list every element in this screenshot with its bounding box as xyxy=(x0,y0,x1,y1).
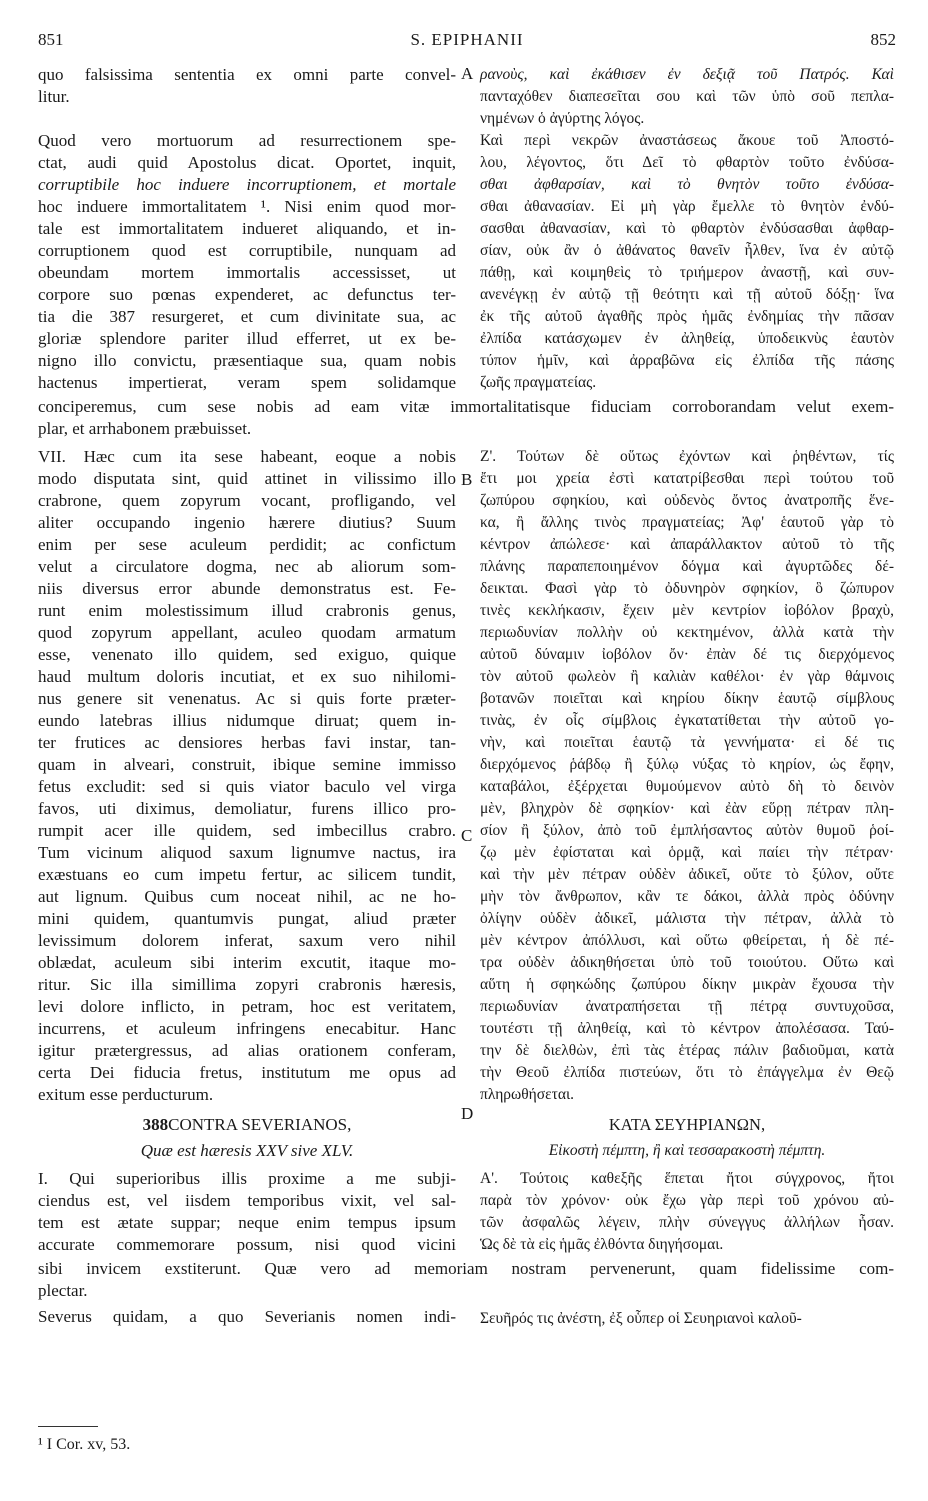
latin-line: nus genere sit venenatus. Ac si quis forte præter- xyxy=(38,689,456,708)
greek-line: ὀλίγην οὐδὲν ἀδικεῖ, μάλιστα τὴν πέτραν, ἀλλὰ τὸ xyxy=(480,910,894,927)
latin-line: quam in alveari, construit, ibique semine immisso xyxy=(38,755,456,774)
latin-line: litur. xyxy=(38,87,70,106)
greek-line: δεικται. Φασὶ γὰρ τὸ ὀδυνηρὸν σφηκίον, ὃ ζώπυρον xyxy=(480,580,894,597)
latin-line: tem est ætate suppar; neque enim tempus ipsum xyxy=(38,1213,456,1232)
page-header xyxy=(38,30,896,56)
latin-line: nigno illo convictu, præsentiaque sua, quam nobis xyxy=(38,351,456,370)
latin-line: tale est immortalitatem indueret aliquando, et in- xyxy=(38,219,456,238)
latin-line: esse, venenato illo quidem, sed exiguo, quique xyxy=(38,645,456,664)
latin-line: velut a circulatore dogma, nec ab aliorum som- xyxy=(38,557,456,576)
latin-line: obeundam mortem immortalis accessisset, ut xyxy=(38,263,456,282)
margin-letter-c: C xyxy=(461,826,473,845)
latin-line: aliter occupando ingenio hærere diutius? Suum xyxy=(38,513,456,532)
latin-line: VII. Hæc cum ita sese habeant, eoque a nobis xyxy=(38,447,456,466)
greek-line: ζῳ μὲν ἐφίσταται καὶ ὁρμᾷ, καὶ παίει τὴν πέτραν· xyxy=(480,844,894,861)
latin-line: corruptibile hoc induere incorruptionem, et mortale xyxy=(38,175,456,194)
greek-heading-subtitle: Εἰκοστὴ πέμπτη, ἢ καὶ τεσσαρακοστὴ πέμπτη. xyxy=(548,1142,826,1159)
greek-line: καὶ τὴν μὲν πέτραν οὐδὲν ἀδικεῖ, οὔτε τὸ ξύλον, οὔτε xyxy=(480,866,894,883)
greek-line: περιωδυνίαν πολλὴν οὐ κεκτημένον, ἀλλὰ κατὰ τὴν xyxy=(480,624,894,641)
latin-line: Tum vicinum aliquod saxum lignumve nactus, ira xyxy=(38,843,456,862)
latin-line: quod zopyrum appellant, aculeo quodam armatum xyxy=(38,623,456,642)
greek-line: νημένων ὁ ἀγύρτης λόγος. xyxy=(480,110,645,127)
fullwidth-line: plar, et arrhabonem præbuisset. xyxy=(38,419,252,438)
latin-line: aut lignum. Quibus cum noceat nihil, ac ne ho- xyxy=(38,887,456,906)
greek-line: ζωπύρου σφηκίου, καὶ οὐδενὸς ὄντος ἀνατροπῆς ἕνε- xyxy=(480,492,894,509)
greek-line: ανενέγκῃ ἐν αὐτῷ τῇ θεότητι καὶ τῇ αὐτοῦ δόξῃ· ἵνα xyxy=(480,286,894,303)
latin-heading-subtitle: Quæ est hæresis XXV sive XLV. xyxy=(140,1141,354,1160)
greek-line: κέντρον ἀπώλεσε· καὶ ἀπαράλλακτον αὐτοῦ τὸ τῆς xyxy=(480,536,894,553)
footnote-rule xyxy=(38,1426,98,1427)
greek-line: πλάνης παραπεποιημένον δόγμα καὶ ἀγυρτῶδες δέ- xyxy=(480,558,894,575)
latin-line: Quod vero mortuorum ad resurrectionem spe- xyxy=(38,131,456,150)
greek-line: τύπον ἡμῖν, καὶ ἀρραβῶνα εἰς ἐλπίδα τῆς πάσης xyxy=(480,352,894,369)
greek-line: ζωῆς πραγματείας. xyxy=(480,374,597,391)
latin-line: ter frutices ac densiores herbas favi instar, tan- xyxy=(38,733,456,752)
greek-line: τινὲς κεκλήκασιν, ἔχειν μὲν κεντρίον ἰοβόλον βραχὺ, xyxy=(480,602,894,619)
margin-letter-d: D xyxy=(461,1104,474,1123)
greek-line: σίον ἢ ξύλον, ἀπὸ τοῦ ἐμπλήσαντος αὐτὸν θυμοῦ ῥοί- xyxy=(480,822,894,839)
latin-line: hoc induere immortalitatem ¹. Nisi enim quod mor- xyxy=(38,197,456,216)
page-title: S. EPIPHANII xyxy=(410,30,524,49)
latin-line: Severus quidam, a quo Severianis nomen indi- xyxy=(38,1307,456,1326)
greek-line: βοτανῶν ποιεῖται καὶ κηρίου δίκην ἑαυτῷ σίμβλους xyxy=(480,690,894,707)
greek-line: πανταχόθεν διαπεσεῖται σου καὶ τῶν ὑπὸ σοῦ πεπλα- xyxy=(480,88,894,105)
latin-line: fetus excludit: sed si quis viator baculo vel virga xyxy=(38,777,456,796)
latin-line: ctat, audi quid Apostolus dicat. Oportet, inquit, xyxy=(38,153,456,172)
section-number: 388 xyxy=(142,1115,169,1134)
greek-line: ἐλπίδα κατάσχωμεν ἐν ἀληθείᾳ, ὑποδεικνὺς ἑαυτὸν xyxy=(480,330,894,347)
greek-line: Ὡς δὲ τὰ εἰς ἡμᾶς ἐλθόντα διηγήσομαι. xyxy=(480,1236,724,1253)
latin-line: tia die 387 resurgeret, et cum divinitate sua, ac xyxy=(38,307,456,326)
greek-line: πάθῃ, καὶ κοιμηθεὶς τὸ τριήμερον ἀναστῇ, καὶ συν- xyxy=(480,264,894,281)
latin-line: igitur prætergressus, ad alias orationem conferam, xyxy=(38,1041,456,1060)
latin-line: oblædat, aculeum sibi interim excutit, itaque mo- xyxy=(38,953,456,972)
greek-line: διερχόμενος ῥάβδῳ ἢ ξύλῳ νύξας τὸ κηρίον, ὡς ἔφην, xyxy=(480,756,894,773)
latin-line: crabrone, quem zopyrum vocant, profligando, vel xyxy=(38,491,456,510)
latin-line: corruptionem quod est corruptibile, nunquam ad xyxy=(38,241,456,260)
greek-line: τὸν αὐτοῦ φωλεὸν ἢ καλιὰν καθέλοι· ἐν γὰρ θάμνοις xyxy=(480,668,894,685)
greek-line: τρα οὐδὲν ἀδικηθήσεται ὑπὸ τοῦ τοιούτου. Οὕτω καὶ xyxy=(480,954,894,971)
greek-line: την δὲ διελθὼν, ἐπὶ τὰς ἑτέρας πάλιν βαδιοῦμαι, κατὰ xyxy=(480,1042,894,1059)
greek-line: πληρωθήσεται. xyxy=(480,1086,575,1103)
fullwidth-line: sibi invicem exstiterunt. Quæ vero ad memoriam nostram pervenerunt, quam fidelissime com- xyxy=(38,1259,894,1278)
greek-line: κα, ἢ ἄλλης τινὸς πραγματείας; Ἀφ' ἑαυτοῦ γὰρ τὸ xyxy=(480,514,894,531)
column-number-right: 852 xyxy=(870,30,896,49)
latin-line: favos, uti diximus, demoliatur, furens illico pro- xyxy=(38,799,456,818)
greek-line: αὐτοῦ δύναμιν ἰοβόλον ὄν· ἐπὰν δέ τις διερχόμενος xyxy=(480,646,894,663)
footnote: ¹ I Cor. xv, 53. xyxy=(38,1436,131,1453)
greek-line: τῶν ἀσφαλῶς λέγειν, πλὴν σύνεγγυς ἀλλήλων ἦσαν. xyxy=(480,1214,894,1231)
greek-line: σθαι ἀθανασίαν. Εἰ μὴ γὰρ ἔμελλε τὸ θνητὸν ἐνδύ- xyxy=(480,198,894,215)
latin-line: eundo latebras illius nidumque diruat; quem in- xyxy=(38,711,456,730)
latin-line: gloriæ splendore pariter illud efferret, ut ex be- xyxy=(38,329,456,348)
latin-line: levi dolore inflicto, in petram, hoc est veritatem, xyxy=(38,997,456,1016)
latin-line: certa Dei fiducia fretus, institutum me opus ad xyxy=(38,1063,456,1082)
latin-section-heading xyxy=(38,1114,456,1136)
greek-line: σθαι ἀφθαρσίαν, καὶ τὸ θνητὸν τοῦτο ἐνδύσα- xyxy=(480,176,894,193)
greek-line: τουτέστι τῇ ἀληθείᾳ, καὶ τὸ κέντρον ἀπολέσασα. Ταύ- xyxy=(480,1020,894,1037)
greek-line: Καὶ περὶ νεκρῶν ἀναστάσεως ἄκουε τοῦ Ἀποστό- xyxy=(480,132,894,149)
latin-line: exitum esse perducturum. xyxy=(38,1085,214,1104)
margin-letter-b: B xyxy=(461,470,473,489)
greek-line: Σευῆρός τις ἀνέστη, ἐξ οὗπερ οἱ Σευηριανοὶ καλοῦ- xyxy=(480,1310,802,1327)
latin-line: accurate commemorare possum, nisi quod vicini xyxy=(38,1235,456,1254)
greek-line: τὴν Θεοῦ ἐλπίδα πιστεύων, ὅτι τὸ ἐπάγγελμα ἐν Θεῷ xyxy=(480,1064,894,1081)
latin-line: corpore suo pœnas expenderet, ac defunctus ter- xyxy=(38,285,456,304)
greek-line: σασθαι ἀθανασίαν, καὶ τὸ φθαρτὸν ἐνδύσασθαι ἀφθαρ- xyxy=(480,220,894,237)
greek-line: λου, λέγοντος, ὅτι Δεῖ τὸ φθαρτὸν τοῦτο ἐνδύσα- xyxy=(480,154,894,171)
latin-line: enim per sese aculeum perdidit; ac confictum xyxy=(38,535,456,554)
latin-line: ritur. Sic illa simillima zopyri crabronis hæresis, xyxy=(38,975,456,994)
greek-line: νὴν, καὶ ποιεῖται ἑαυτῷ τὰ γεννήματα· εἰ δέ τις xyxy=(480,734,894,751)
margin-letter-a: A xyxy=(461,64,474,83)
greek-line: μὲν κέντρον ἀπόλλυσι, καὶ οὕτω φθείρεται, ἡ δὲ πέ- xyxy=(480,932,894,949)
greek-line: ἔτι μοι χρεία ἐστὶ κατατρίβεσθαι περὶ τούτου τοῦ xyxy=(480,470,894,487)
greek-line: Α'. Τούτοις καθεξῆς ἕπεται ἤτοι σύγχρονος, ἤτοι xyxy=(480,1170,894,1187)
latin-heading-title: CONTRA SEVERIANOS, xyxy=(168,1115,352,1134)
greek-line: καταβάλοι, ἐξέρχεται θυμούμενον αὐτὸ δὴ τὸ δεινὸν xyxy=(480,778,894,795)
latin-line: rumpit acer ille quidem, sed imbecillus crabro. xyxy=(38,821,456,840)
latin-line: quo falsissima sententia ex omni parte convel- xyxy=(38,65,456,84)
latin-line: niis diversus error abunde demonstratus est. Fe- xyxy=(38,579,456,598)
latin-line: haud multum doloris incutiat, et ex suo nihilomi- xyxy=(38,667,456,686)
latin-line: incurrens, et aculeum infringens enecabitur. Hanc xyxy=(38,1019,456,1038)
greek-line: σίαν, οὐκ ἂν ὁ ἀθάνατος θανεῖν ἦλθεν, ἵνα ἐν αὐτῷ xyxy=(480,242,894,259)
greek-line: περιωδυνίαν ἀνατραπήσεται τῇ πέτρᾳ συντυχοῦσα, xyxy=(480,998,894,1015)
latin-line: ciendus est, vel iisdem temporibus vixit, vel sal- xyxy=(38,1191,456,1210)
greek-line: μὴν τὸν ἄνθρωπον, κἂν τε δάκοι, ἀλλὰ πρὸς ὀδύνην xyxy=(480,888,894,905)
greek-line: Ζ'. Τούτων δὲ οὕτως ἐχόντων καὶ ῥηθέντων, τίς xyxy=(480,448,894,465)
latin-line: hactenus impertierat, veram spem solidamque xyxy=(38,373,456,392)
greek-line: μὲν, βληχρὸν δὲ σφηκίον· καὶ ἐὰν εὕρῃ πέτραν πλη- xyxy=(480,800,894,817)
fullwidth-line: conciperemus, cum sese nobis ad eam vitæ immortalitatisque fiduciam corroborandam velut exem- xyxy=(38,397,894,416)
latin-line: mini quidem, quantumvis pungat, aliud præter xyxy=(38,909,456,928)
column-number-left: 851 xyxy=(38,30,64,49)
latin-line: levissimum dolorem inferat, saxum vero nihil xyxy=(38,931,456,950)
greek-line: ρανοὺς, καὶ ἐκάθισεν ἐν δεξιᾷ τοῦ Πατρός. Καὶ xyxy=(480,66,894,83)
greek-line: παρὰ τὸν χρόνον· οὐκ ἔχω γὰρ περὶ τοῦ χρόνου αὐ- xyxy=(480,1192,894,1209)
latin-line: modo disputata sint, quid attinet in vilissimo illo xyxy=(38,469,456,488)
latin-line: I. Qui superioribus illis proxime a me subji- xyxy=(38,1169,456,1188)
greek-heading-title: ΚΑΤΑ ΣΕΥΗΡΙΑΝΩΝ, xyxy=(608,1115,766,1134)
fullwidth-line: plectar. xyxy=(38,1281,88,1300)
latin-line: exæstuans eo cum impetu fertur, ac silicem tundit, xyxy=(38,865,456,884)
latin-line: runt enim molestissimum illud crabronis genus, xyxy=(38,601,456,620)
greek-line: τινὰς, ἐν οἷς σίμβλοις ἐγκατατίθεται τὴν αὐτοῦ γο- xyxy=(480,712,894,729)
greek-line: ἐκ τῆς αὐτοῦ ἀγαθῆς πρὸς ἡμᾶς ἐνδημίας τὴν πᾶσαν xyxy=(480,308,894,325)
greek-line: αὕτη ἡ σφηκώδης ζωπύρου δίκην μικρὰν ἔχουσα τὴν xyxy=(480,976,894,993)
